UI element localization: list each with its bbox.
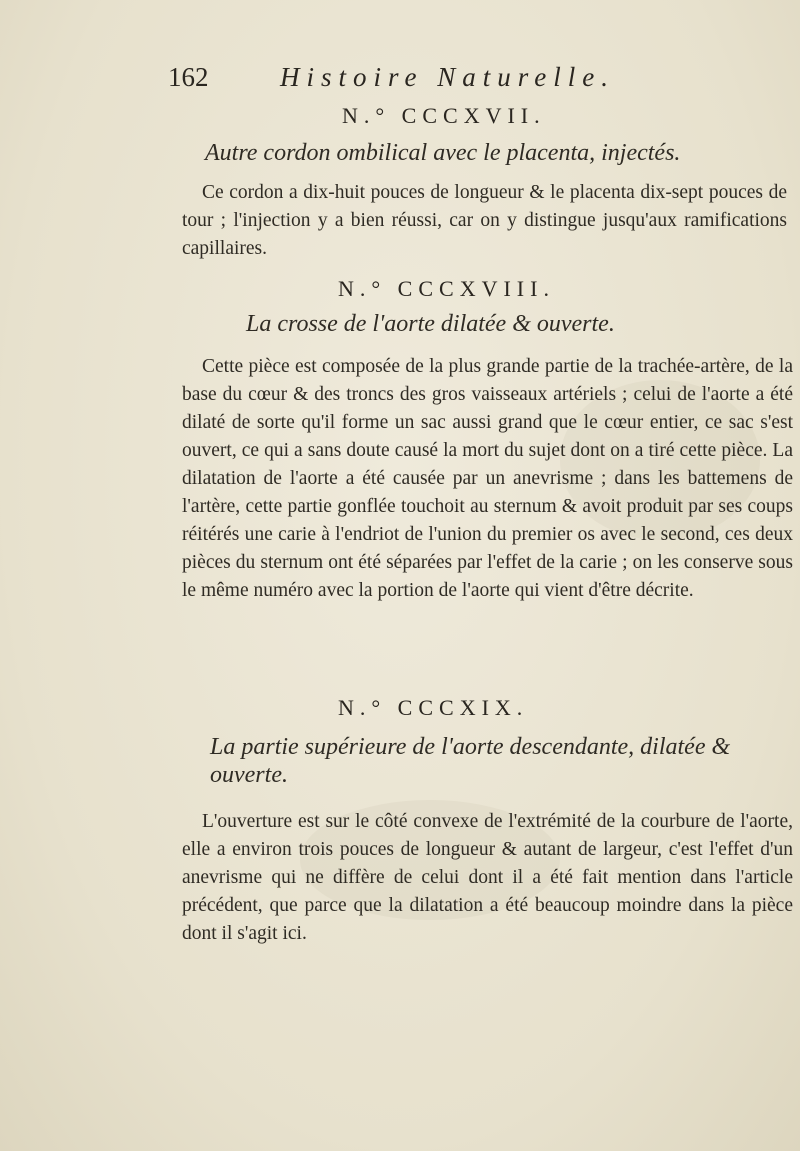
article-body: [182, 179, 787, 263]
article-paragraph: L'ouverture est sur le côté convexe de l'extrémité de la courbure de l'aorte, elle a environ trois pouces de longueur & autant de largeur, c'est l'effet d'un anevrisme qui ne diffère de celui dont il a été fait mention dans l'article précédent, que parce que la dilatation a été beaucoup moindre dans la pièce dont il s'agit ici.: [182, 811, 793, 944]
article-number: N.° CCCXVII.: [342, 103, 546, 128]
article-number: N.° CCCXVIII.: [338, 276, 555, 301]
article-title: La crosse de l'aorte dilatée & ouverte.: [246, 311, 615, 337]
article-number: N.° CCCXIX.: [338, 695, 529, 720]
article-paragraph: Cette pièce est composée de la plus grande partie de la trachée-artère, de la base du cœur & des troncs des gros vaisseaux artériels ; celui de l'aorte a été dilaté de sorte qu'il forme un sac aussi grand que le cœur entier, ce sac s'est ouvert, ce qui a sans doute causé la mort du sujet dont on a tiré cette pièce. La dilatation de l'aorte a été causée par un anevrisme ; dans les battemens de l'artère, cette partie gonflée touchoit au sternum & avoit produit par ses coups réitérés une carie à l'endriot de l'union du premier os avec le second, ces deux pièces du sternum ont été séparées par l'effet de la carie ; on les conserve sous le même numéro avec la portion de l'aorte qui vient d'être décrite.: [182, 356, 793, 601]
running-head-title: Histoire Naturelle.: [280, 62, 615, 92]
running-head: [168, 62, 688, 102]
article-body: [182, 353, 793, 605]
article-title: La partie supérieure de l'aorte descendante, dilatée & ouverte.: [210, 734, 731, 788]
article-body: [182, 808, 793, 948]
page-number: 162: [168, 62, 209, 92]
article-title: Autre cordon ombilical avec le placenta, injectés.: [205, 140, 681, 166]
article-paragraph: Ce cordon a dix-huit pouces de longueur & le placenta dix-sept pouces de tour ; l'injection y a bien réussi, car on y distingue jusqu'aux ramifications capillaires.: [182, 182, 787, 259]
